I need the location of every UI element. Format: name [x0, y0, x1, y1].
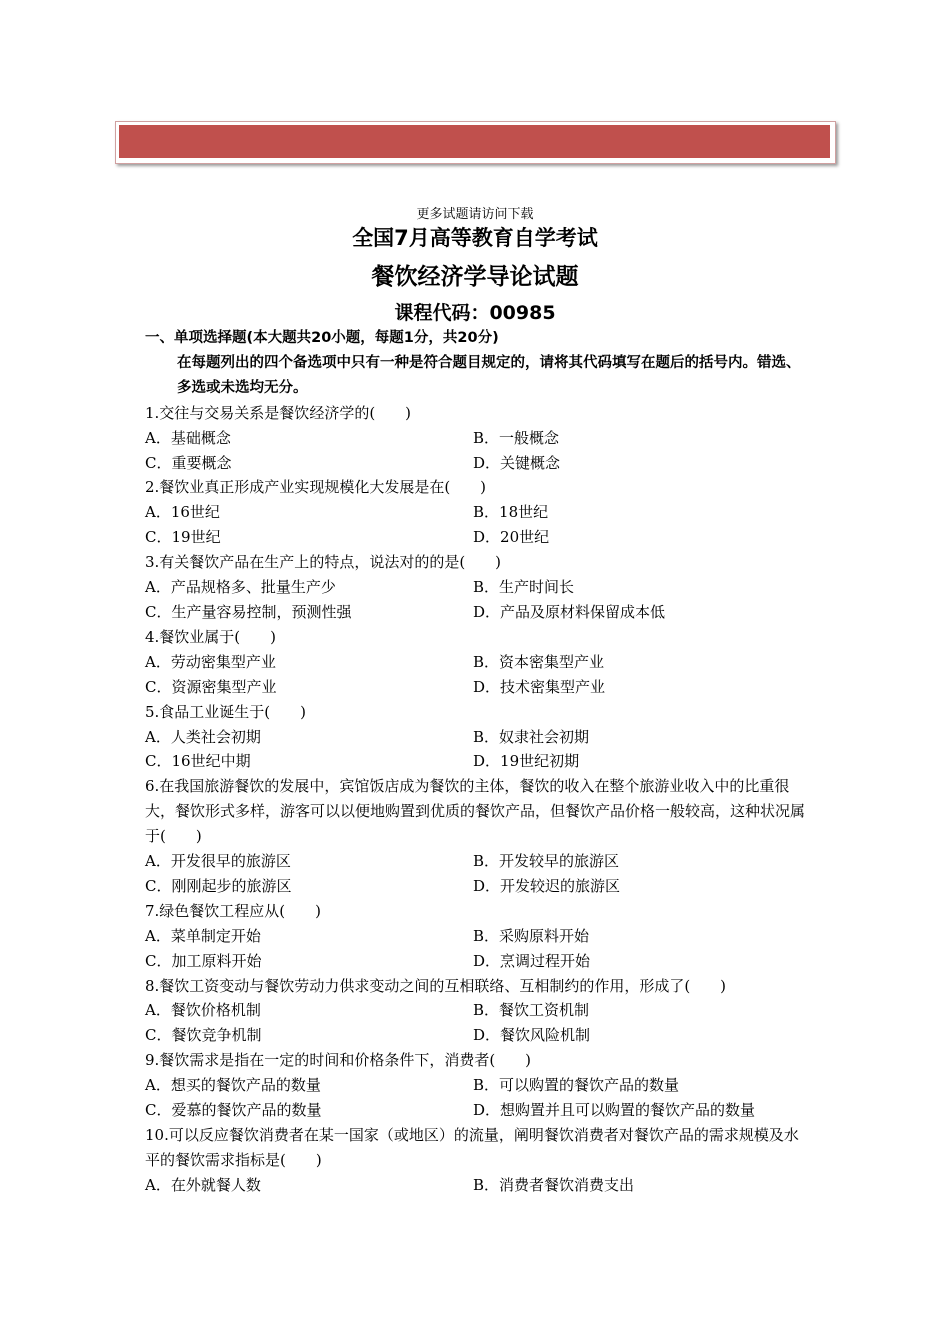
header-banner [119, 125, 830, 158]
option-c: C．餐饮竞争机制 [145, 1026, 262, 1045]
header-note: 更多试题请访问下载 [416, 207, 534, 222]
question-10 [145, 1123, 807, 1198]
course-code: 课程代码：00985 [394, 302, 556, 324]
option-c: C．加工原料开始 [145, 951, 262, 970]
option-row [145, 675, 807, 700]
exam-content [145, 326, 807, 1198]
question-stem: 4.餐饮业属于( ) [145, 627, 277, 646]
option-c: C．19世纪 [145, 528, 221, 547]
option-row [145, 998, 807, 1023]
question-stem: 3.有关餐饮产品在生产上的特点，说法对的的是( ) [145, 553, 502, 572]
option-row [145, 874, 807, 899]
option-c: C．生产量容易控制，预测性强 [145, 602, 352, 621]
option-a: A．开发很早的旅游区 [145, 852, 291, 871]
option-d: D．20世纪 [473, 528, 550, 547]
option-row [145, 924, 807, 949]
option-row [145, 749, 807, 774]
option-b: B．一般概念 [473, 428, 560, 447]
option-row [145, 725, 807, 750]
option-row [145, 1023, 807, 1048]
option-d: D．想购置并且可以购置的餐饮产品的数量 [473, 1101, 756, 1120]
option-row [145, 650, 807, 675]
option-d: D．餐饮风险机制 [473, 1026, 591, 1045]
option-b: B．可以购置的餐饮产品的数量 [473, 1076, 680, 1095]
question-stem: 10.可以反应餐饮消费者在某一国家（或地区）的流量，阐明餐饮消费者对餐饮产品的需求规模及水平的餐饮需求指标是( ) [145, 1126, 799, 1169]
option-row [145, 849, 807, 874]
question-stem: 1.交往与交易关系是餐饮经济学的( ) [145, 403, 412, 422]
option-d: D．烹调过程开始 [473, 951, 591, 970]
section-heading: 一、单项选择题(本大题共20小题，每题1分，共20分) [145, 330, 499, 346]
question-4 [145, 625, 807, 700]
question-stem: 5.食品工业诞生于( ) [145, 702, 307, 721]
option-d: D．开发较迟的旅游区 [473, 876, 621, 895]
question-2 [145, 475, 807, 550]
exam-title: 全国7月高等教育自学考试 [352, 226, 598, 250]
section-instructions: 在每题列出的四个备选项中只有一种是符合题目规定的，请将其代码填写在题后的括号内。错选、多选或未选均无分。 [177, 354, 801, 396]
option-row [145, 600, 807, 625]
option-row [145, 426, 807, 451]
option-b: B．18世纪 [473, 503, 549, 522]
option-a: A．菜单制定开始 [145, 926, 261, 945]
option-a: A．16世纪 [145, 503, 220, 522]
option-row [145, 1098, 807, 1123]
question-7 [145, 899, 807, 974]
option-d: D．产品及原材料保留成本低 [473, 602, 666, 621]
option-row [145, 1173, 807, 1198]
option-b: B．采购原料开始 [473, 926, 590, 945]
option-row [145, 575, 807, 600]
option-row [145, 1073, 807, 1098]
option-a: A．在外就餐人数 [145, 1175, 261, 1194]
option-b: B．奴隶社会初期 [473, 727, 590, 746]
option-d: D．关键概念 [473, 453, 561, 472]
option-d: D．19世纪初期 [473, 752, 580, 771]
option-c: C．重要概念 [145, 453, 232, 472]
option-b: B．消费者餐饮消费支出 [473, 1175, 635, 1194]
option-a: A．基础概念 [145, 428, 231, 447]
subject-title: 餐饮经济学导论试题 [371, 264, 579, 290]
option-a: A．想买的餐饮产品的数量 [145, 1076, 321, 1095]
header-banner-frame [115, 121, 836, 164]
option-a: A．人类社会初期 [145, 727, 261, 746]
question-1 [145, 401, 807, 476]
option-c: C．资源密集型产业 [145, 677, 277, 696]
option-row [145, 949, 807, 974]
option-b: B．餐饮工资机制 [473, 1001, 590, 1020]
question-3 [145, 550, 807, 625]
option-b: B．生产时间长 [473, 578, 575, 597]
question-stem: 2.餐饮业真正形成产业实现规模化大发展是在( ) [145, 478, 487, 497]
question-stem: 9.餐饮需求是指在一定的时间和价格条件下，消费者( ) [145, 1051, 532, 1070]
question-stem: 7.绿色餐饮工程应从( ) [145, 901, 322, 920]
question-8 [145, 974, 807, 1049]
option-row [145, 525, 807, 550]
option-c: C．爱慕的餐饮产品的数量 [145, 1101, 322, 1120]
option-a: A．餐饮价格机制 [145, 1001, 261, 1020]
option-row [145, 451, 807, 476]
option-c: C．刚刚起步的旅游区 [145, 876, 292, 895]
option-b: B．开发较早的旅游区 [473, 852, 620, 871]
question-5 [145, 700, 807, 775]
option-a: A．产品规格多、批量生产少 [145, 578, 336, 597]
option-a: A．劳动密集型产业 [145, 652, 276, 671]
option-c: C．16世纪中期 [145, 752, 251, 771]
question-stem: 8.餐饮工资变动与餐饮劳动力供求变动之间的互相联络、互相制约的作用，形成了( ) [145, 976, 727, 995]
option-b: B．资本密集型产业 [473, 652, 605, 671]
question-stem: 6.在我国旅游餐饮的发展中，宾馆饭店成为餐饮的主体，餐饮的收入在整个旅游业收入中的比重很大，餐饮形式多样，游客可以以便地购置到优质的餐饮产品，但餐饮产品价格一般较高，这种状况属于( ) [145, 777, 806, 846]
option-d: D．技术密集型产业 [473, 677, 606, 696]
question-9 [145, 1048, 807, 1123]
question-6 [145, 774, 807, 899]
option-row [145, 500, 807, 525]
